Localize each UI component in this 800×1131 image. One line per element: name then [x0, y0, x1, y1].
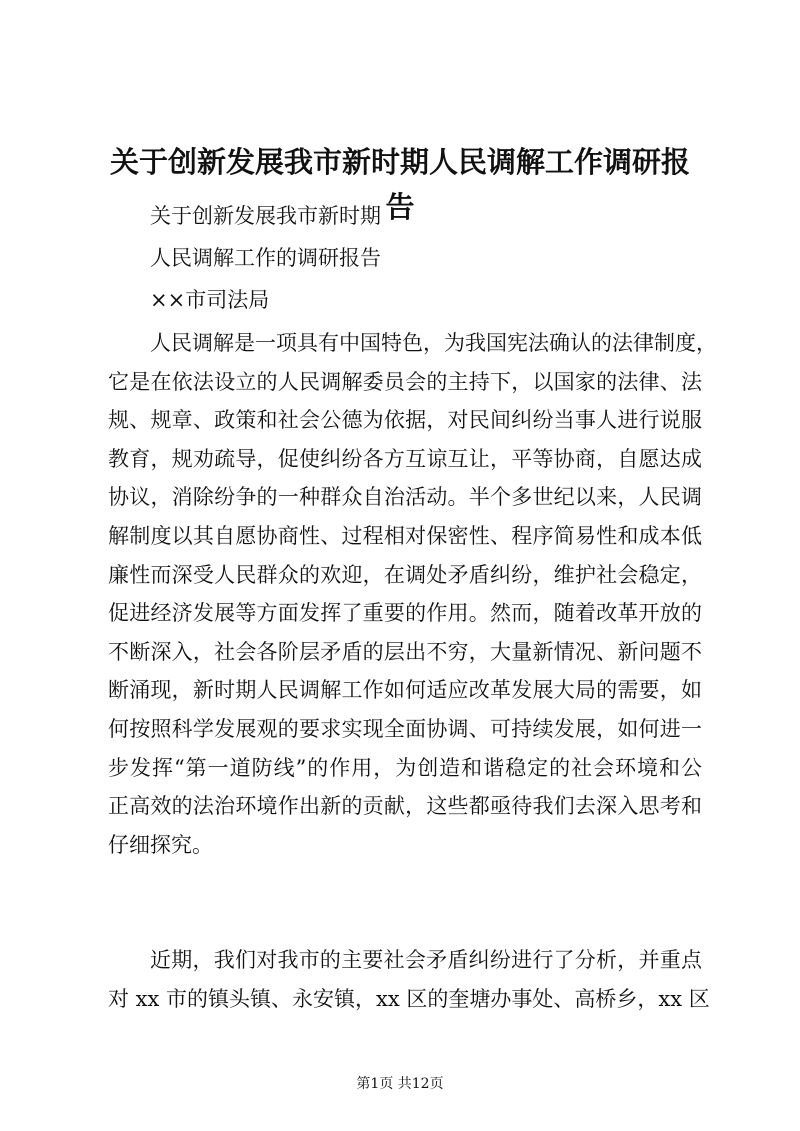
- page-footer: 第1页 共12页: [356, 1076, 444, 1092]
- paragraph-line: 对 xx 市的镇头镇、永安镇，xx 区的奎塘办事处、高桥乡，xx 区: [108, 987, 710, 1011]
- paragraph-line: 协议，消除纷争的一种群众自治活动。半个多世纪以来，人民调: [108, 485, 702, 510]
- paragraph-line: 教育，规劝疏导，促使纠纷各方互谅互让，平等协商，自愿达成: [108, 446, 702, 471]
- paragraph-line: 解制度以其自愿协商性、过程相对保密性、程序简易性和成本低: [108, 524, 702, 548]
- paragraph-line: 规、规章、政策和社会公德为依据，对民间纠纷当事人进行说服: [108, 408, 702, 433]
- paragraph-line: 断涌现，新时期人民调解工作如何适应改革发展大局的需要，如: [108, 678, 702, 703]
- title-text: 关于创新发展我市新时期人民调解工作调研报告: [109, 145, 690, 224]
- paragraph-line: 仔细探究。: [108, 832, 213, 857]
- paragraph-line: 近期，我们对我市的主要社会矛盾纠纷进行了分析，并重点: [150, 948, 702, 972]
- paragraph-line: 何按照科学发展观的要求实现全面协调、可持续发展，如何进一: [108, 717, 702, 741]
- paragraph-line: 人民调解是一项具有中国特色，为我国宪法确认的法律制度，: [150, 331, 717, 355]
- paragraph-line: 不断深入，社会各阶层矛盾的层出不穷，大量新情况、新问题不: [108, 639, 702, 664]
- paragraph-line: 正高效的法治环境作出新的贡献，这些都亟待我们去深入思考和: [108, 794, 702, 819]
- paragraph-line: 促进经济发展等方面发挥了重要的作用。然而，随着改革开放的: [108, 601, 702, 626]
- subtitle-line: 人民调解工作的调研报告: [150, 246, 381, 270]
- paragraph-line: 它是在依法设立的人民调解委员会的主持下，以国家的法律、法: [108, 369, 702, 394]
- paragraph-line: 廉性而深受人民群众的欢迎，在调处矛盾纠纷，维护社会稳定，: [108, 562, 702, 587]
- subtitle-line: ××市司法局: [150, 288, 270, 312]
- paragraph-line: 步发挥“第一道防线”的作用，为创造和谐稳定的社会环境和公: [108, 755, 702, 780]
- subtitle-line: 关于创新发展我市新时期: [150, 204, 381, 228]
